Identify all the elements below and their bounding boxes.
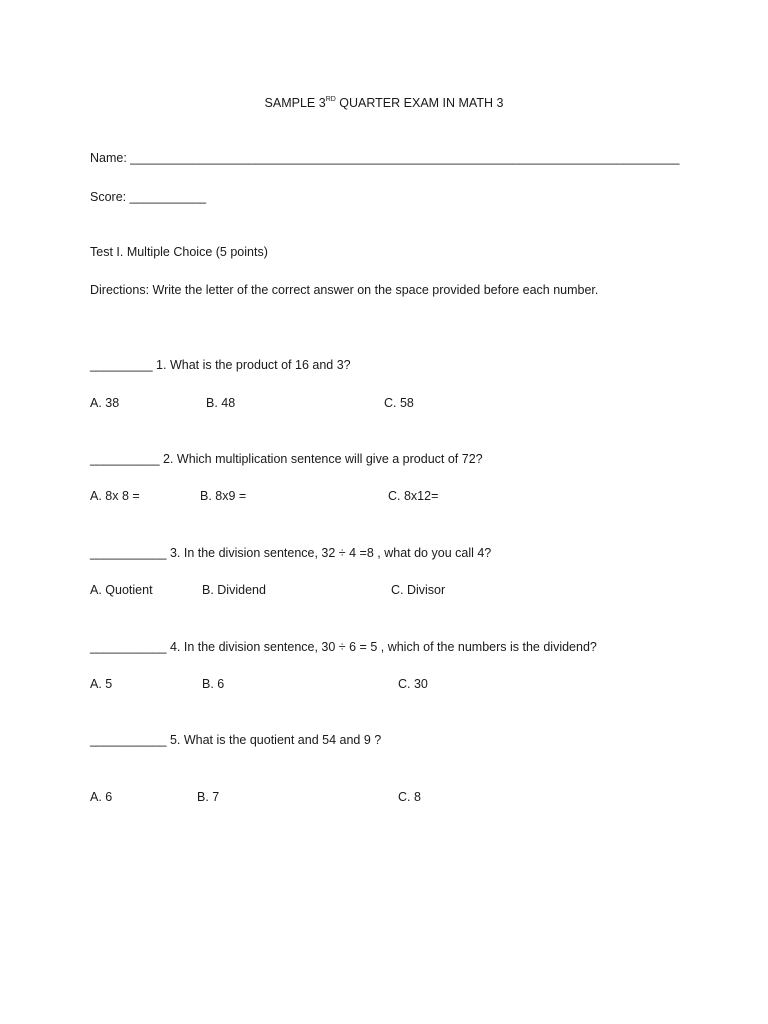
question-5-text: ___________ 5. What is the quotient and 54 and 9 ? [90, 733, 382, 747]
question-1-option-b: B. 48 [206, 396, 236, 410]
question-5-option-a: A. 6 [90, 790, 113, 804]
question-3-option-a: A. Quotient [90, 583, 153, 597]
question-3-option-c: C. Divisor [391, 583, 446, 597]
question-2-option-c: C. 8x12= [388, 489, 439, 503]
title-superscript: RD [325, 96, 336, 103]
question-4-option-c: C. 30 [398, 677, 428, 691]
question-3-option-b: B. Dividend [202, 583, 266, 597]
title-prefix: SAMPLE 3 [264, 96, 326, 110]
question-4-option-b: B. 6 [202, 677, 225, 691]
question-1-text: _________ 1. What is the product of 16 and 3? [90, 358, 351, 372]
question-3-text: ___________ 3. In the division sentence, 32 ÷ 4 =8 , what do you call 4? [90, 546, 492, 560]
question-2-option-a: A. 8x 8 = [90, 489, 140, 503]
question-5-option-c: C. 8 [398, 790, 421, 804]
question-5-option-b: B. 7 [197, 790, 220, 804]
score-line: Score: ___________ [90, 190, 207, 204]
question-4-text: ___________ 4. In the division sentence, 30 ÷ 6 = 5 , which of the numbers is the dividend? [90, 640, 597, 654]
question-4-option-a: A. 5 [90, 677, 113, 691]
page-title [0, 95, 768, 111]
question-1-option-a: A. 38 [90, 396, 120, 410]
directions: Directions: Write the letter of the correct answer on the space provided before each number. [90, 283, 599, 297]
question-2-text: __________ 2. Which multiplication sentence will give a product of 72? [90, 452, 483, 466]
question-1-option-c: C. 58 [384, 396, 414, 410]
question-2-option-b: B. 8x9 = [200, 489, 247, 503]
name-line: Name: _______________________________________________________________________________ [90, 151, 680, 165]
title-suffix: QUARTER EXAM IN MATH 3 [335, 96, 504, 110]
test-heading: Test I. Multiple Choice (5 points) [90, 245, 268, 259]
